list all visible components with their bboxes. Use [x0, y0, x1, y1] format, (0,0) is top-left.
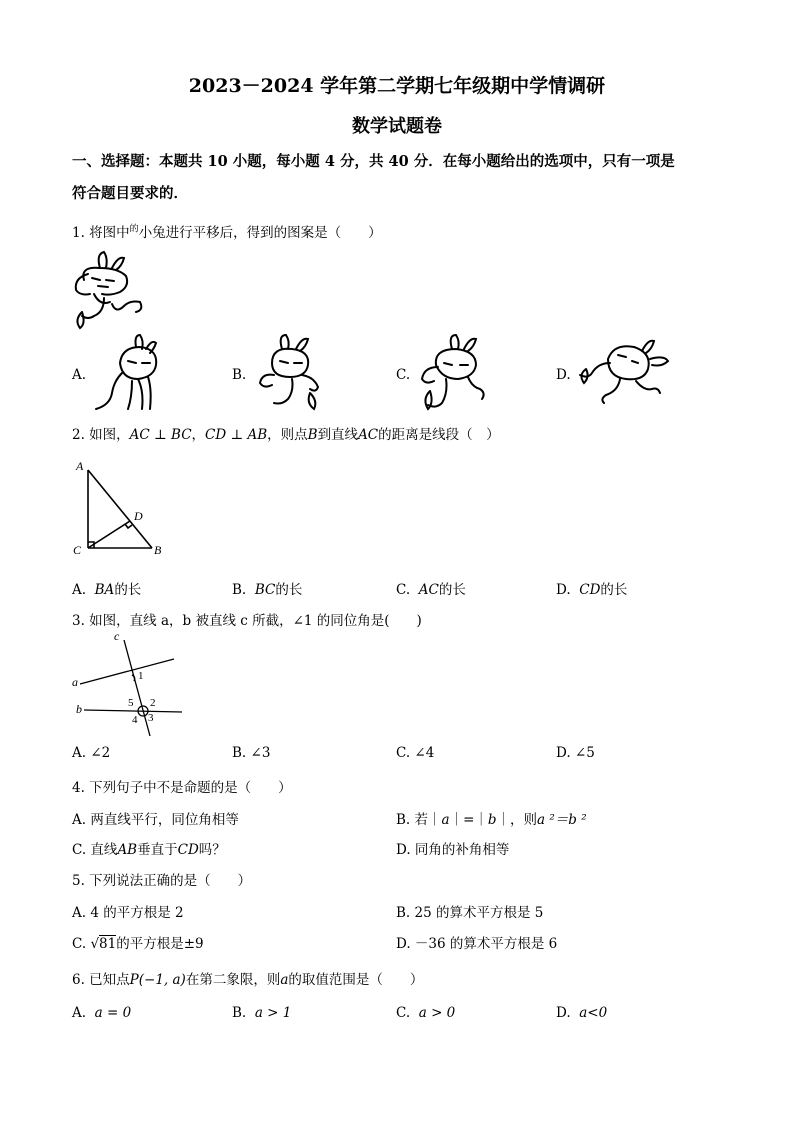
question-5-stem: 5. 下列说法正确的是（ ）: [72, 873, 252, 889]
question-2-stem: 2. 如图，AC ⊥ BC，CD ⊥ AB，则点B到直线AC的距离是线段（ ）: [72, 427, 500, 443]
q4-option-b: B. 若｜a｜=｜b｜，则a ²＝b ²: [396, 812, 587, 828]
label-D: D: [134, 509, 143, 523]
q4-option-a: A. 两直线平行，同位角相等: [72, 812, 239, 828]
line-a-label: a: [72, 675, 78, 689]
angle-1-label: 1: [138, 670, 144, 682]
rabbit-option-a: [92, 333, 172, 413]
q6-option-b: B. a > 1: [232, 1005, 292, 1021]
transversal-figure: [70, 628, 185, 740]
q2-option-d: D. CD的长: [556, 582, 628, 598]
rabbit-option-c: [412, 333, 492, 413]
q3-option-a: A. ∠2: [72, 745, 111, 761]
q3-option-b: B. ∠3: [232, 745, 271, 761]
q5-option-b: B. 25 的算术平方根是 5: [396, 905, 544, 921]
q2-option-a: A. BA的长: [72, 582, 142, 598]
q5-option-c: C. √81的平方根是±9: [72, 936, 204, 952]
q5-option-a: A. 4 的平方根是 2: [72, 905, 184, 921]
section-heading: 一、选择题：本题共 10 小题，每小题 4 分，共 40 分．在每小题给出的选项中，只有一项是: [72, 153, 675, 170]
question-6-stem: 6. 已知点P(−1, a)在第二象限，则a的取值范围是（ ）: [72, 972, 424, 988]
angle-4-label: 4: [132, 714, 138, 726]
q3-option-d: D. ∠5: [556, 745, 595, 761]
q1-option-a-label: A.: [72, 367, 87, 383]
question-1-stem: 1. 将图中$^的$小兔进行平移后，得到的图案是（ ）: [72, 224, 382, 241]
exam-subtitle: 数学试题卷: [352, 116, 442, 137]
rabbit-figure-original: [70, 250, 150, 332]
sqrt-icon: √: [90, 936, 100, 952]
q6-option-c: C. a > 0: [396, 1005, 456, 1021]
line-c-label: c: [114, 629, 120, 643]
exam-title: 2023－2024 学年第二学期七年级期中学情调研: [188, 75, 606, 97]
angle-2-label: 2: [150, 697, 156, 709]
q3-option-c: C. ∠4: [396, 745, 435, 761]
question-4-stem: 4. 下列句子中不是命题的是（ ）: [72, 780, 292, 796]
q4-option-d: D. 同角的补角相等: [396, 842, 510, 858]
label-C: C: [73, 543, 82, 557]
q2-option-c: C. AC的长: [396, 582, 466, 598]
q1-option-b-label: B.: [232, 367, 247, 383]
label-A: A: [76, 459, 84, 473]
triangle-figure: [70, 458, 170, 560]
q6-option-a: A. a = 0: [72, 1005, 132, 1021]
section-heading-cont: 符合题目要求的．: [72, 185, 188, 202]
angle-3-label: 3: [148, 712, 154, 724]
q1-option-d-label: D.: [556, 367, 571, 383]
rabbit-option-b: [252, 333, 332, 413]
q4-option-c: C. 直线AB垂直于CD吗？: [72, 842, 226, 858]
line-b-label: b: [76, 702, 82, 716]
question-3-stem: 3. 如图，直线 a，b 被直线 c 所截，∠1 的同位角是( ): [72, 613, 422, 629]
q2-option-b: B. BC的长: [232, 582, 303, 598]
rabbit-option-d: [576, 333, 672, 409]
q6-option-d: D. a<0: [556, 1005, 608, 1021]
angle-5-label: 5: [128, 697, 134, 709]
label-B: B: [154, 543, 162, 557]
q1-option-c-label: C.: [396, 367, 411, 383]
q5-option-d: D. －36 的算术平方根是 6: [396, 936, 558, 952]
